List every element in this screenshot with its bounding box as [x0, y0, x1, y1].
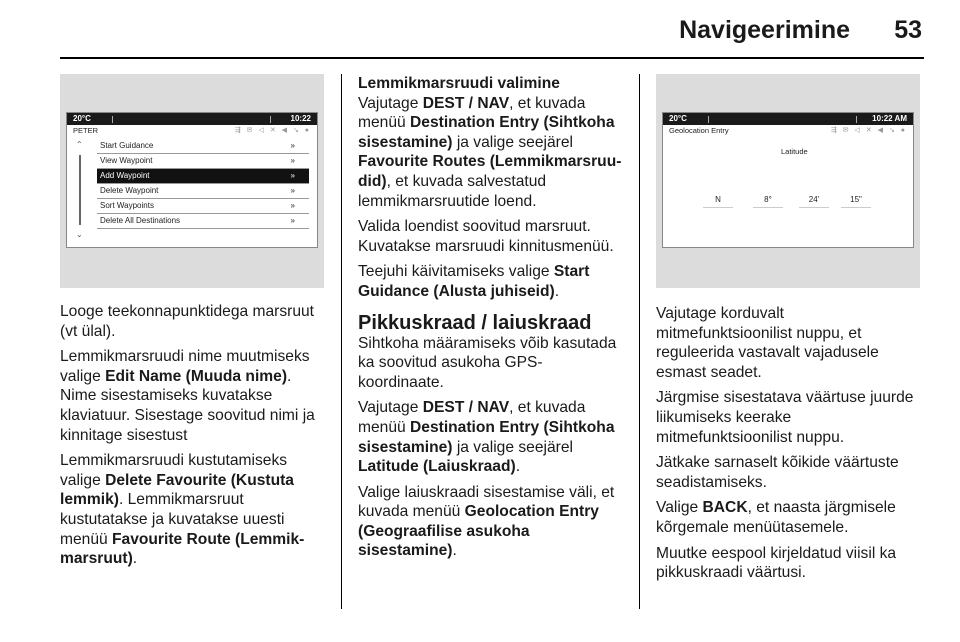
temperature: 20°C [669, 114, 687, 123]
paragraph: Valida loendist soovitud marsruut. Kuvatakse marsruudi kinnitusmenüü. [358, 218, 614, 255]
paragraph: Looge teekonnapunktidega marsruut (vt ülal). [60, 303, 315, 340]
chevron-right-icon: » [290, 216, 295, 225]
paragraph: Muutke eespool kirjeldatud viisil ka pikkuskraadi väärtusi. [656, 544, 897, 582]
temperature: 20°C [73, 114, 91, 123]
page-number: 53 [894, 16, 922, 44]
route-name: PETER [73, 126, 99, 135]
paragraph: Sihtkoha määramiseks võib kasutada ka soovitud asukoha GPS-koordinaate. [358, 334, 617, 391]
column-2 [358, 74, 626, 642]
column-divider [639, 74, 640, 609]
minutes-field[interactable]: 24' [799, 195, 829, 208]
section-heading: Pikkuskraad / laiuskraad [358, 311, 592, 334]
paragraph: Jätkake sarnaselt kõikide väärtuste seadistamiseks. [656, 454, 899, 491]
chevron-right-icon: » [290, 141, 295, 150]
paragraph: Vajutage korduvalt mitmefunktsioonilist nuppu, et reguleerida vastavalt vajadusele esmast seadet. [656, 305, 879, 381]
infotainment-screen [66, 112, 318, 248]
scrollbar [79, 155, 81, 225]
waypoint-menu [97, 139, 309, 229]
paragraph: Teejuhi käivitamiseks valige Start Guidance (Alusta juhiseid). [358, 263, 590, 300]
column-3 [656, 74, 924, 642]
status-bar [67, 113, 317, 125]
paragraph: Vajutage DEST / NAV, et kuvada menüü Destination Entry (Sihtkoha sisestamine) ja valige seejärel Latitude (Laiuskraad). [358, 399, 615, 476]
chevron-right-icon: » [290, 201, 295, 210]
menu-item[interactable]: Delete All Destinations » [97, 214, 309, 229]
scroll-down-icon: ⌄ [76, 230, 83, 239]
degrees-field[interactable]: 8° [753, 195, 783, 208]
paragraph: Vajutage DEST / NAV, et kuvada menüü Destination Entry (Sihtkoha sisestamine) ja valige seejärel Favourite Routes (Lemmikmarsruudid), et kuvada salvestatud lemmikmarsruutide loend. [358, 94, 622, 210]
column-divider [341, 74, 342, 609]
hemisphere-field[interactable]: N [703, 195, 733, 208]
status-bar [663, 113, 913, 125]
screen-subtitle [663, 125, 913, 136]
infotainment-screen [662, 112, 914, 248]
header-rule [60, 57, 924, 59]
paragraph: Järgmise sisestatava väärtuse juurde liikumiseks keerake mitmefunktsioonilist nuppu. [656, 389, 914, 446]
menu-item[interactable]: Sort Waypoints » [97, 199, 309, 214]
geolocation-figure [656, 74, 920, 288]
waypoint-menu-figure [60, 74, 324, 288]
chevron-right-icon: » [290, 171, 295, 180]
screen-subtitle [67, 125, 317, 136]
menu-item[interactable]: Start Guidance » [97, 139, 309, 154]
paragraph: Lemmikmarsruudi nime muutmiseks valige Edit Name (Muuda nime). Nime sisestamiseks kuvatakse klaviatuur. Sisestage soovitud nimi ja kinnitage sisestust [60, 348, 315, 444]
menu-item[interactable]: Add Waypoint » [97, 169, 309, 184]
scroll-up-icon: ⌃ [76, 140, 83, 149]
clock: 10:22 [290, 114, 311, 123]
seconds-field[interactable]: 15" [841, 195, 871, 208]
chevron-right-icon: » [290, 186, 295, 195]
subheading: Lemmikmarsruudi valimine [358, 75, 560, 92]
paragraph [358, 74, 626, 94]
menu-item[interactable]: View Waypoint » [97, 154, 309, 169]
screen-title: Geolocation Entry [669, 126, 729, 135]
clock: 10:22 AM [872, 114, 907, 123]
paragraph: Lemmikmarsruudi kustutamiseks valige Delete Favourite (Kustuta lemmik). Lemmikmarsruut kustutatakse ja kuvatakse uuesti menüü Favourite Route (Lemmikmarsruut). [60, 452, 305, 568]
paragraph: Valige laiuskraadi sisestamise väli, et kuvada menüü Geolocation Entry (Geograafilise asukoha sisestamine). [358, 483, 615, 560]
paragraph: Valige BACK, et naasta järgmisele kõrgemale menüütasemele. [656, 499, 896, 536]
page-header-title: Navigeerimine [679, 16, 850, 44]
column-1 [60, 74, 324, 642]
latitude-label: Latitude [781, 147, 808, 156]
chevron-right-icon: » [290, 156, 295, 165]
menu-item[interactable]: Delete Waypoint » [97, 184, 309, 199]
status-icons: ⇶ ✉ ◁ ✕ ◀ ↘ ● [234, 127, 311, 134]
status-icons: ⇶ ✉ ◁ ✕ ◀ ↘ ● [830, 127, 907, 134]
